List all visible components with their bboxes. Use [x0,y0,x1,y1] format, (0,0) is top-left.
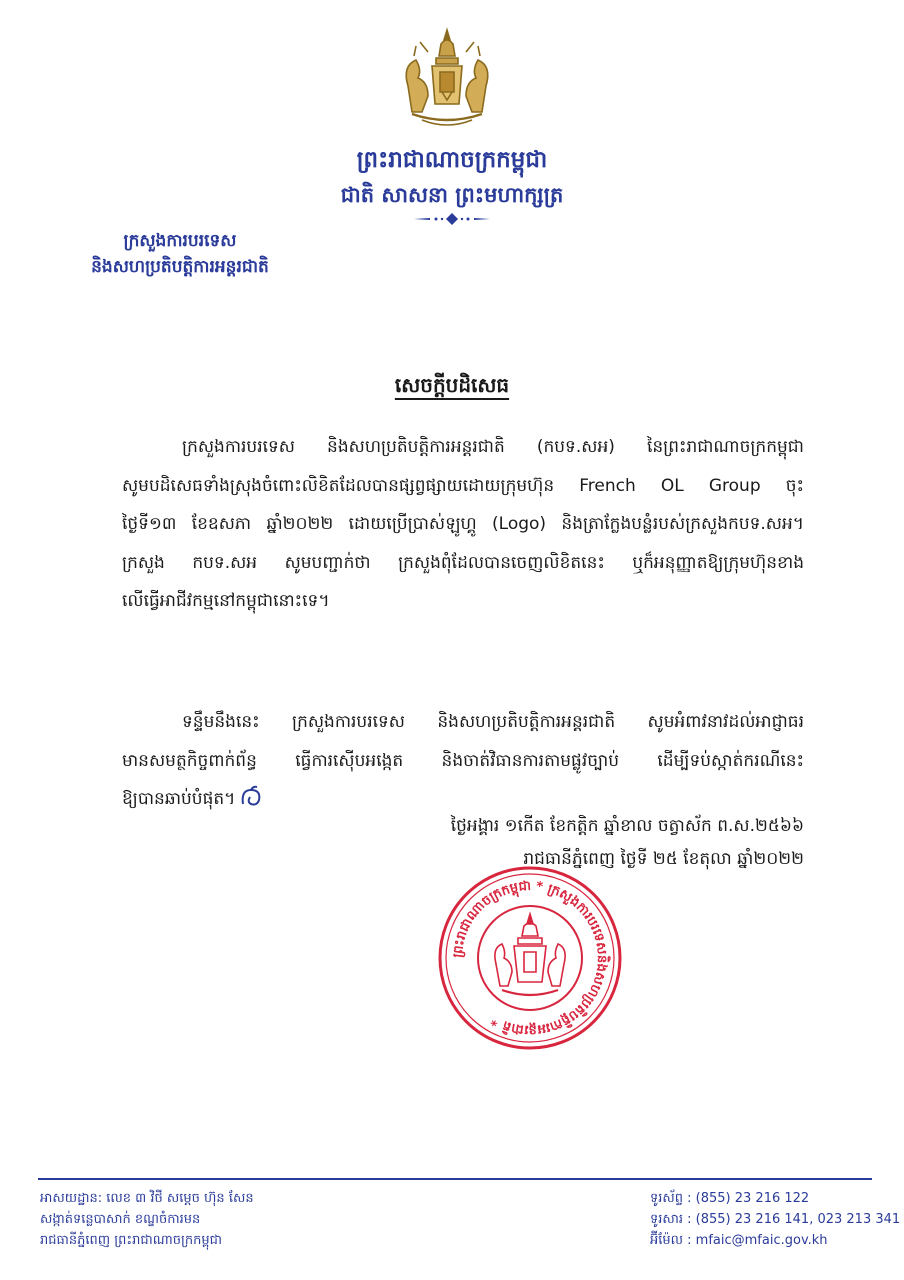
address-line: អាសយដ្ឋាន: លេខ ៣ វិថី សម្តេច ហ៊ុន សែន [40,1191,254,1206]
national-motto: ជាតិ សាសនា ព្រះមហាក្សត្រ [340,183,564,207]
phone-row [650,1188,890,1209]
footer-address [40,1188,460,1251]
footer-contact [650,1188,901,1251]
phone-label: ទូរស័ព្ទ [650,1191,684,1206]
phone-number: : (855) 23 216 122 [687,1191,810,1206]
seal-text: ព្រះរាជាណាចក្រកម្ពុជា * ក្រសួងការបរទេសនិងសហប្រតិបត្តិការអន្តរជាតិ * [450,878,610,1038]
paragraph-2 [122,703,804,819]
paragraph-1-line: ក្រសួង កបទ.សអ សូមបញ្ជាក់ថា ក្រសួងពុំដែលបានចេញលិខិតនេះ ឬក៏អនុញ្ញាតឱ្យក្រុមហ៊ុនខាង [122,552,804,573]
ministry-name-line2: និងសហប្រតិបត្តិការអន្តរជាតិ [91,257,269,277]
place-date: រាជធានីភ្នំពេញ ថ្ងៃទី ២៥ ខែតុលា ឆ្នាំ២០២២ [523,849,804,869]
paragraph-2-line: ទន្ទឹមនឹងនេះ ក្រសួងការបរទេស និងសហប្រតិបត្តិការអន្តរជាតិ សូមអំពាវនាវដល់អាជ្ញាធរ [182,712,804,732]
ministry-name-line1: ក្រសួងការបរទេស [123,231,237,251]
kingdom-name: ព្រះរាជាណាចក្រកម្ពុជា [356,147,548,173]
end-mark-icon [237,784,265,810]
ornament-divider [410,212,494,226]
official-seal-stamp [436,864,624,1052]
royal-coat-of-arms-emblem [392,26,502,136]
fax-row [650,1209,901,1230]
paragraph-2-line: មានសមត្ថកិច្ចពាក់ព័ន្ធ ធ្វើការស៊ើបអង្កេត និងចាត់វិធានការតាមផ្លូវច្បាប់ ដើម្បីទប់ស្កាត់ករណីនេះ [122,750,804,771]
email-address: : mfaic@mfaic.gov.kh [687,1233,828,1248]
paragraph-1-line: សូមបដិសេធទាំងស្រុងចំពោះលិខិតដែលបានផ្សព្វផ្សាយដោយក្រុមហ៊ុន French OL Group ចុះ [122,475,804,496]
address-line: រាជធានីភ្នំពេញ ព្រះរាជាណាចក្រកម្ពុជា [40,1233,222,1248]
svg-text:ព្រះរាជាណាចក្រកម្ពុជា * ក្រសួង [451,879,612,1037]
paragraph-1-line: លើធ្វើអាជីវកម្មនៅកម្ពុជានោះទេ។ [122,591,330,611]
paragraph-1-line: ក្រសួងការបរទេស និងសហប្រតិបត្តិការអន្តរជាតិ (កបទ.សអ) នៃព្រះរាជាណាចក្រកម្ពុជា [182,437,804,457]
fax-label: ទូរសារ [650,1212,684,1227]
footer-divider [38,1178,872,1180]
address-line: សង្កាត់ទន្លេបាសាក់ ខណ្ឌចំការមន [40,1212,201,1227]
document-title: សេចក្តីបដិសេធ [394,373,510,397]
fax-number: : (855) 23 216 141, 023 213 341 [687,1212,901,1227]
lunar-date: ថ្ងៃអង្គារ ១កើត ខែកត្តិក ឆ្នាំខាល ចត្វាស័ក ព.ស.២៥៦៦ [450,816,804,836]
email-row [650,1230,890,1251]
email-label: អ៊ីម៉ែល [650,1233,684,1248]
paragraph-2-line: ឱ្យបានឆាប់បំផុត។ [122,789,236,809]
paragraph-1-line: ថ្ងៃទី១៣ ខែឧសភា ឆ្នាំ២០២២ ដោយប្រើប្រាស់ឡូហ្គូ (Logo) និងត្រាក្លែងបន្លំរបស់ក្រសួងកបទ.សអ។ [122,514,804,534]
paragraph-1 [122,428,804,621]
